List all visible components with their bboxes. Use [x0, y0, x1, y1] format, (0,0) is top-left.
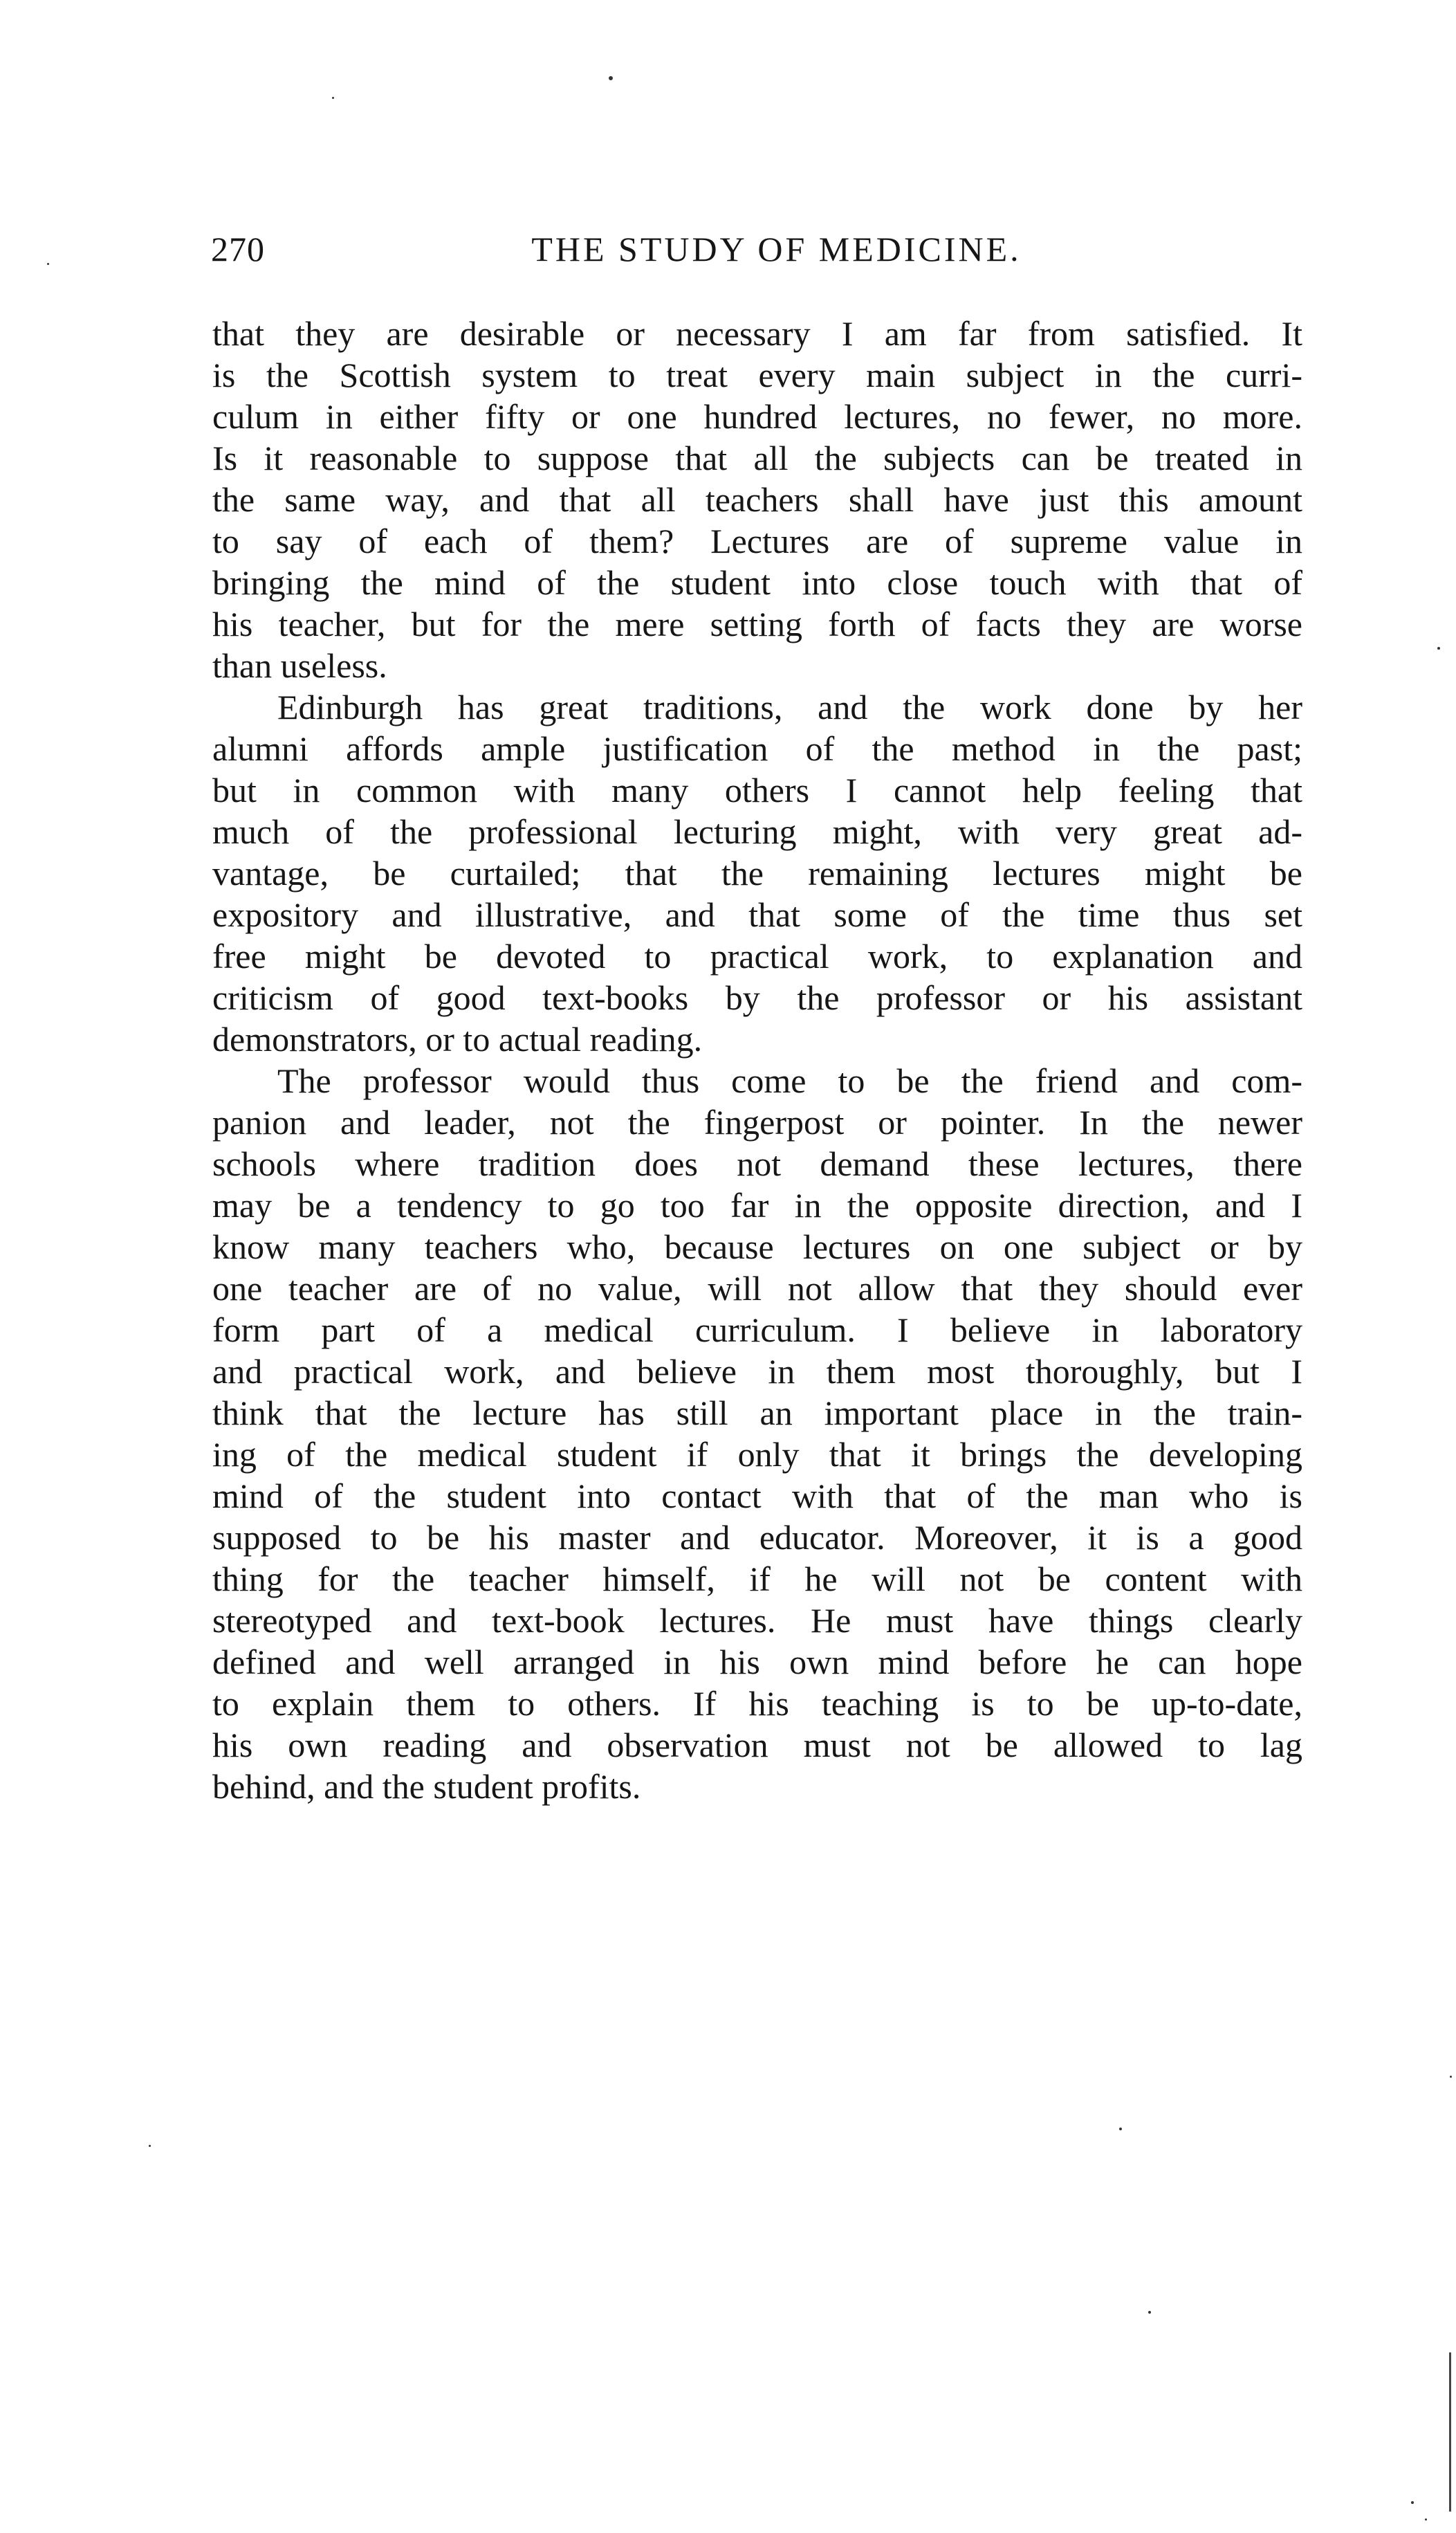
- text-line: much of the professional lecturing might, with very great ad-: [212, 812, 1302, 851]
- text-line: stereotyped and text-book lectures. He must have things clearly: [212, 1601, 1302, 1640]
- page-header: [211, 221, 1300, 277]
- text-line: his own reading and observation must not be allowed to lag: [212, 1726, 1302, 1764]
- text-line: free might be devoted to practical work, to explanation and: [212, 937, 1302, 976]
- scan-speck: [1437, 647, 1440, 650]
- running-head: THE STUDY OF MEDICINE.: [531, 230, 1022, 268]
- text-line: expository and illustrative, and that some of the time thus set: [212, 895, 1302, 934]
- text-line: thing for the teacher himself, if he will not be content with: [212, 1560, 1302, 1598]
- text-line: defined and well arranged in his own mind before he can hope: [212, 1643, 1302, 1681]
- text-line: Is it reasonable to suppose that all the subjects can be treated in: [212, 439, 1302, 477]
- text-line: to explain them to others. If his teaching is to be up-to-date,: [212, 1684, 1302, 1723]
- text-line: may be a tendency to go too far in the opposite direction, and I: [212, 1186, 1302, 1225]
- text-line: but in common with many others I cannot help feeling that: [212, 771, 1302, 810]
- text-line: The professor would thus come to be the friend and com-: [277, 1061, 1302, 1100]
- text-line: is the Scottish system to treat every main subject in the curri-: [212, 356, 1302, 394]
- scan-speck: [1425, 2518, 1427, 2521]
- text-line: his teacher, but for the mere setting forth of facts they are worse: [212, 605, 1302, 643]
- scan-speck: [609, 76, 613, 80]
- text-line: know many teachers who, because lectures on one subject or by: [212, 1227, 1302, 1266]
- text-line: form part of a medical curriculum. I believe in laboratory: [212, 1310, 1302, 1349]
- text-line: Edinburgh has great traditions, and the work done by her: [277, 688, 1302, 726]
- text-line: behind, and the student profits.: [212, 1767, 641, 1806]
- text-line: one teacher are of no value, will not allow that they should ever: [212, 1269, 1302, 1308]
- scan-edge-mark: [1449, 2352, 1451, 2512]
- text-line: that they are desirable or necessary I am far from satisfied. It: [212, 314, 1302, 353]
- text-line: panion and leader, not the fingerpost or pointer. In the newer: [212, 1103, 1302, 1142]
- scan-speck: [149, 2145, 151, 2147]
- scan-speck: [47, 263, 49, 265]
- scan-speck: [1148, 2311, 1151, 2314]
- body-text: [212, 313, 1302, 1807]
- scan-speck: [332, 97, 334, 99]
- text-line: culum in either fifty or one hundred lectures, no fewer, no more.: [212, 397, 1302, 436]
- text-line: think that the lecture has still an important place in the train-: [212, 1393, 1302, 1432]
- scan-speck: [1119, 2128, 1122, 2130]
- text-line: schools where tradition does not demand these lectures, there: [212, 1144, 1302, 1183]
- text-line: bringing the mind of the student into close touch with that of: [212, 563, 1302, 602]
- text-line: and practical work, and believe in them most thoroughly, but I: [212, 1352, 1302, 1391]
- text-line: alumni affords ample justification of the method in the past;: [212, 729, 1302, 768]
- text-line: mind of the student into contact with that of the man who is: [212, 1476, 1302, 1515]
- text-line: demonstrators, or to actual reading.: [212, 1020, 703, 1059]
- text-line: to say of each of them? Lectures are of supreme value in: [212, 522, 1302, 560]
- page-number: 270: [211, 230, 265, 268]
- text-line: the same way, and that all teachers shall have just this amount: [212, 480, 1302, 519]
- text-line: ing of the medical student if only that it brings the developing: [212, 1435, 1302, 1474]
- text-line: criticism of good text-books by the professor or his assistant: [212, 978, 1302, 1017]
- text-line: supposed to be his master and educator. Moreover, it is a good: [212, 1518, 1302, 1557]
- text-line: vantage, be curtailed; that the remaining lectures might be: [212, 854, 1302, 893]
- scan-speck: [1411, 2501, 1414, 2504]
- scan-speck: [1450, 2076, 1452, 2078]
- text-line: than useless.: [212, 646, 387, 685]
